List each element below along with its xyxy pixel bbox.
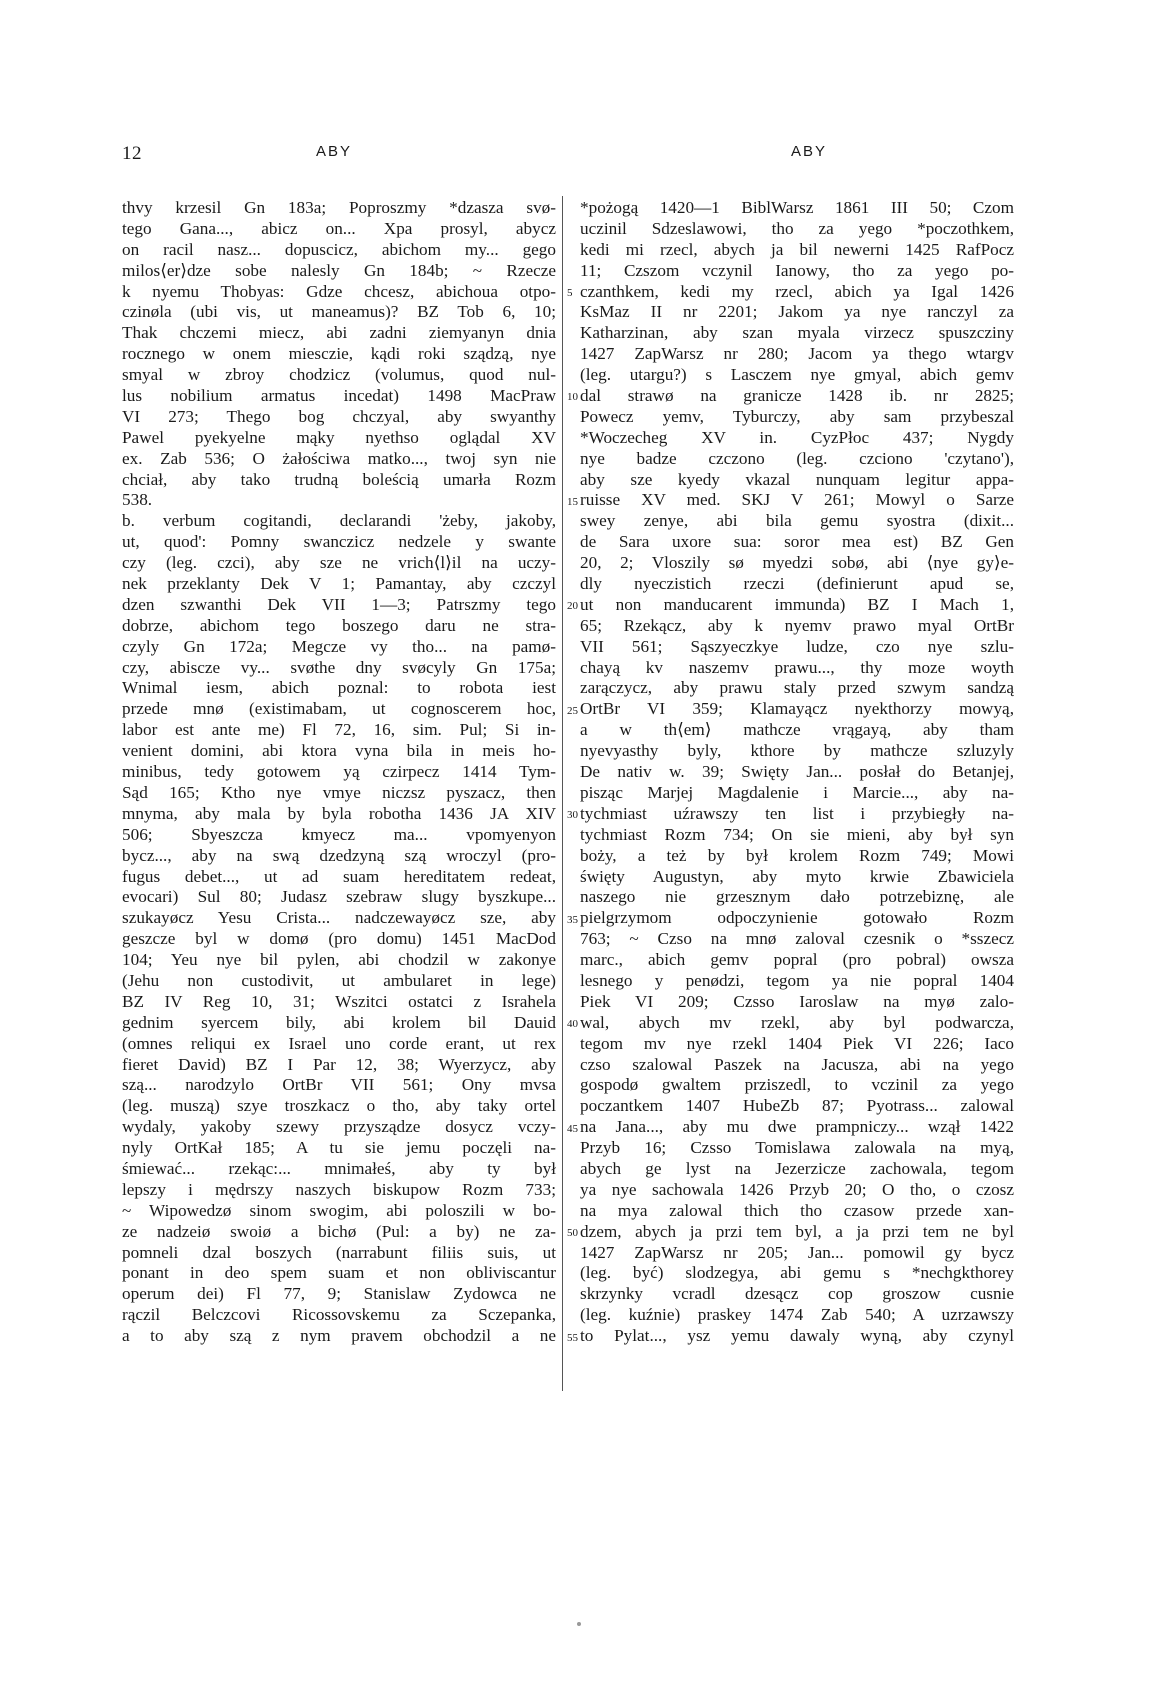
text-line: chciał, aby tako trudną boleścią umarła Rozm [122, 469, 556, 489]
right-text-column [580, 198, 1014, 1347]
text-line: 506; Sbyeszcza kmyecz ma... vpomyenyon [122, 824, 556, 844]
text-line: ut, quod': Pomny swanczicz nedzele y swante [122, 532, 556, 552]
text-line: (Jehu non custodivit, ut ambularet in lege) [122, 970, 556, 990]
text-line: ponant in deo spem suam et non obliviscantur [122, 1263, 556, 1283]
text-line: wal, abych mv rzekl, aby byl podwarcza, [580, 1012, 1014, 1032]
text-line: aby sze kyedy vkazal nunquam legitur appa- [580, 469, 1014, 489]
text-line: ex. Zab 536; O żałościwa matko..., twoj syn nie [122, 448, 556, 468]
text-line: KsMaz II nr 2201; Jakom ya nye ranczyl za [580, 302, 1014, 322]
text-line: swey zenye, abi bila gemu syostra (dixit... [580, 511, 1014, 531]
text-line: skrzynky vcradl dzesącz cop groszow cusnie [580, 1284, 1014, 1304]
text-line: chayą kv naszemv prawu..., thy moze woyth [580, 657, 1014, 677]
line-number: 10 [567, 391, 578, 404]
text-line: na mya zalowal thich tho czasow przede xan- [580, 1200, 1014, 1220]
text-line: Sąd 165; Ktho nye vmye niczsz pyszacz, then [122, 782, 556, 802]
text-line: geszcze byl w domø (pro domu) 1451 MacDod [122, 929, 556, 949]
text-line: dal strawø na granicze 1428 ib. nr 2825; [580, 386, 1014, 406]
text-line: milos⟨er⟩dze sobe nalesly Gn 184b; ~ Rzecze [122, 260, 556, 280]
text-line: mnyma, aby mala by byla robotha 1436 JA XIV [122, 803, 556, 823]
text-line: uczinil Sdzeslawowi, tho za yego *poczothkem, [580, 218, 1014, 238]
text-line: Thak chczemi miecz, abi zadni ziemyanyn dnia [122, 323, 556, 343]
line-number: 45 [567, 1122, 578, 1135]
text-line: Powecz yemv, Tyburczy, aby sam przybeszal [580, 406, 1014, 426]
text-line: De nativ w. 39; Swięty Jan... posłał do Betanjej, [580, 762, 1014, 782]
text-line: czanthkem, kedi my rzecl, abich ya Igal 1426 [580, 281, 1014, 301]
text-line: VII 561; Sąszyeczkye ludze, czo nye szlu- [580, 636, 1014, 656]
text-line: dobrze, abichom tego boszego daru ne stra- [122, 615, 556, 635]
line-number: 40 [567, 1018, 578, 1031]
text-line: gospodø gwaltem prziszedl, to vczinil za yego [580, 1075, 1014, 1095]
text-line: tego Gana..., abicz on... Xpa prosyl, abycz [122, 218, 556, 238]
text-line: wydaly, yakoby szewy przysządze dosycz vczy- [122, 1117, 556, 1137]
text-line: *Woczecheg XV in. CyzPłoc 437; Nygdy [580, 427, 1014, 447]
text-line: thvy krzesil Gn 183a; Poproszmy *dzasza svø- [122, 198, 556, 217]
text-line: szukayøcz Yesu Crista... nadczewayøcz sze, aby [122, 908, 556, 928]
text-line: boży, a też by był krolem Rozm 749; Mowi [580, 845, 1014, 865]
text-line: święty Augustyn, aby myto krwie Zbawiciela [580, 866, 1014, 886]
text-line: czyly Gn 172a; Megcze vy tho... na pamø- [122, 636, 556, 656]
line-number: 20 [567, 600, 578, 613]
text-line: b. verbum cogitandi, declarandi 'żeby, jakoby, [122, 511, 556, 531]
text-line: BZ IV Reg 10, 31; Wszitci ostatci z Israhela [122, 991, 556, 1011]
text-line: fieret David) BZ I Par 12, 38; Wyerzycz, aby [122, 1054, 556, 1074]
page-number: 12 [122, 143, 142, 164]
text-line: przede mnø (existimabam, ut cognoscerem hoc, [122, 699, 556, 719]
text-line: evocari) Sul 80; Judasz szebraw slugy byszkupe... [122, 887, 556, 907]
text-line: operum dei) Fl 77, 9; Stanislaw Zydowca ne [122, 1284, 556, 1304]
text-line: (leg. muszą) szye troszkacz o tho, aby taky ortel [122, 1096, 556, 1116]
text-line: dzen szwanthi Dek VII 1—3; Patrszmy tego [122, 594, 556, 614]
text-line: labor est ante me) Fl 72, 16, sim. Pul; Si in- [122, 720, 556, 740]
text-line: czy (leg. czci), aby sze ne vrich⟨l⟩il na uczy- [122, 553, 556, 573]
text-line: śmiewać... rzekąc:... mnimałeś, aby ty był [122, 1158, 556, 1178]
text-line: naszego nie grzesznym dało potrzebiznę, ale [580, 887, 1014, 907]
text-line: Wnimal iesm, abich poznal: to robota iest [122, 678, 556, 698]
line-number: 25 [567, 704, 578, 717]
text-line: Katharzinan, aby szan myala virzecz spuszcziny [580, 323, 1014, 343]
text-line: nyevyasthy byly, kthore by mathcze szluzyly [580, 741, 1014, 761]
text-line: nye badze czczono (leg. czciono 'czytano'), [580, 448, 1014, 468]
text-line: Piek VI 209; Czsso Iaroslaw na myø zalo- [580, 991, 1014, 1011]
text-line: (leg. utargu?) s Lasczem nye gmyal, abich gemv [580, 365, 1014, 385]
line-number: 35 [567, 913, 578, 926]
text-line: kedi mi rzecl, abych ja bil newerni 1425 RafPocz [580, 239, 1014, 259]
text-line: marc., abich gemv popral (pro pobral) owsza [580, 950, 1014, 970]
text-line: szą... narodzylo OrtBr VII 561; Ony mvsa [122, 1075, 556, 1095]
text-line: 763; ~ Czso na mnø zaloval czesnik o *sszecz [580, 929, 1014, 949]
text-line: rocznego w onem miesczie, kądi roki sządzą, nye [122, 344, 556, 364]
text-line: lesnego y penødzi, tegom ya nie popral 1404 [580, 970, 1014, 990]
line-number: 50 [567, 1227, 578, 1240]
right-running-head: ABY [791, 143, 828, 160]
text-line: 104; Yeu nye bil pylen, abi chodzil w zakonye [122, 950, 556, 970]
text-line: ~ Wipowedzø sinom swogim, abi poloszili w bo- [122, 1200, 556, 1220]
text-line: ut non manducarent immunda) BZ I Mach 1, [580, 594, 1014, 614]
text-line: pielgrzymom odpoczynienie gotowało Rozm [580, 908, 1014, 928]
text-line: rączil Belczcovi Ricossovskemu za Sczepanka, [122, 1305, 556, 1325]
text-line: pisząc Marjej Magdalenie i Marcie..., aby na- [580, 782, 1014, 802]
text-line: venient domini, abi ktora vyna bila in meis ho- [122, 741, 556, 761]
text-line: smyal w zbroy chodzicz (volumus, quod nul- [122, 365, 556, 385]
text-line: tegom mv nye rzekl 1404 Piek VI 226; Iaco [580, 1033, 1014, 1053]
text-line: lepszy i mędrszy naszych biskupow Rozm 733; [122, 1179, 556, 1199]
text-line: k nyemu Thobyas: Gdze chcesz, abichoua otpo- [122, 281, 556, 301]
scan-speck [577, 1622, 581, 1626]
text-line: Przyb 16; Czsso Tomislawa zalowala na myą, [580, 1138, 1014, 1158]
text-line: (leg. kuźnie) praskey 1474 Zab 540; A uzrzawszy [580, 1305, 1014, 1325]
text-line: (omnes reliqui ex Israel uno corde erant, ut rex [122, 1033, 556, 1053]
text-line: czinøla (ubi vis, ut maneamus)? BZ Tob 6, 10; [122, 302, 556, 322]
text-line: a w th⟨em⟩ mathcze vrągayą, aby tham [580, 720, 1014, 740]
column-divider [562, 196, 563, 1391]
text-line: tychmiast Rozm 734; On sie mieni, aby był syn [580, 824, 1014, 844]
text-line: czso szalowal Paszek na Jacusza, abi na yego [580, 1054, 1014, 1074]
text-line: 65; Rzekącz, aby k nyemv prawo myal OrtBr [580, 615, 1014, 635]
text-line: 1427 ZapWarsz nr 280; Jacom ya thego wtargv [580, 344, 1014, 364]
text-line: dzem, abych ja przi tem byl, a ja przi tem ne byl [580, 1221, 1014, 1241]
line-number: 15 [567, 495, 578, 508]
text-line: OrtBr VI 359; Klamayącz nyekthorzy mowyą, [580, 699, 1014, 719]
left-text-column [122, 198, 556, 1347]
line-number: 5 [567, 286, 573, 299]
left-running-head: ABY [316, 143, 353, 160]
text-line: 11; Czszom vczynil Ianowy, tho za yego po- [580, 260, 1014, 280]
text-line: ruisse XV med. SKJ V 261; Mowyl o Sarze [580, 490, 1014, 510]
line-number: 55 [567, 1331, 578, 1344]
text-line: gednim syercem bily, abi krolem bil Dauid [122, 1012, 556, 1032]
text-line: de Sara uxore sua: soror mea est) BZ Gen [580, 532, 1014, 552]
text-line: ze nadzeiø swoiø a bichø (Pul: a by) ne za- [122, 1221, 556, 1241]
text-line: 20, 2; Vloszily sø myedzi sobø, abi ⟨nye gy⟩e- [580, 553, 1014, 573]
text-line: czy, abiscze vy... svøthe dny svøcyly Gn 175a; [122, 657, 556, 677]
text-line: pomneli dzal boszych (narrabunt filiis suis, ut [122, 1242, 556, 1262]
text-line: bycz..., aby na swą dzedzyną szą wroczyl (pro- [122, 845, 556, 865]
text-line: tychmiast uźrawszy ten list i przybiegły na- [580, 803, 1014, 823]
text-line: Pawel pyekyelne mąky nyethso oglądal XV [122, 427, 556, 447]
text-line: zarączycz, aby prawu staly przed szwym sandzą [580, 678, 1014, 698]
text-line: (leg. być) slodzegya, abi gemu s *nechgkthorey [580, 1263, 1014, 1283]
text-line: 1427 ZapWarsz nr 205; Jan... pomowil gy bycz [580, 1242, 1014, 1262]
text-line: na Jana..., aby mu dwe prampniczy... wzął 1422 [580, 1117, 1014, 1137]
text-line: dly nyeczistich rzeczi (definierunt apud se, [580, 574, 1014, 594]
text-line: lus nobilium armatus incedat) 1498 MacPraw [122, 386, 556, 406]
text-line: 538. [122, 490, 153, 510]
text-line: on racil nasz... dopuscicz, abichom my... gego [122, 239, 556, 259]
text-line: abych ge lyst na Jezerzicze zachowala, tegom [580, 1158, 1014, 1178]
text-line: fugus debet..., ut ad suam hereditatem redeat, [122, 866, 556, 886]
text-line: *pożogą 1420—1 BiblWarsz 1861 III 50; Czom [580, 198, 1014, 217]
text-line: VI 273; Thego bog chczyal, aby swyanthy [122, 406, 556, 426]
text-line: to Pylat..., ysz yemu dawaly wyną, aby czynyl [580, 1326, 1014, 1346]
text-line: a to aby szą z nym pravem obchodzil a ne [122, 1326, 556, 1346]
text-line: ya nye sachowala 1426 Przyb 20; O tho, o czosz [580, 1179, 1014, 1199]
text-line: nyly OrtKał 185; A tu sie jemu poczęli na- [122, 1138, 556, 1158]
text-line: poczantkem 1407 HubeZb 87; Pyotrass... zalowal [580, 1096, 1014, 1116]
text-line: minibus, tedy gotowem yą czirpecz 1414 Tym- [122, 762, 556, 782]
line-number: 30 [567, 809, 578, 822]
text-line: nek przeklanty Dek V 1; Pamantay, aby czczyl [122, 574, 556, 594]
